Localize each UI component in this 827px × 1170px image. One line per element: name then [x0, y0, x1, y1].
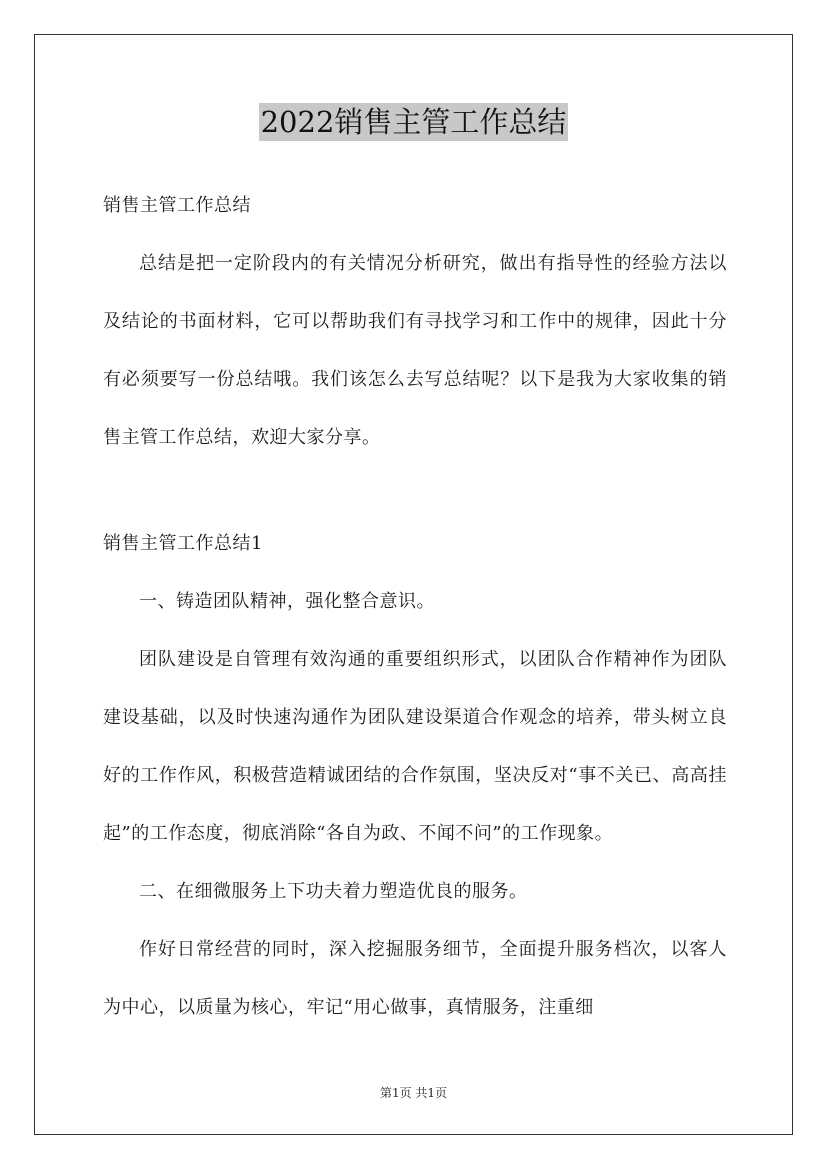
document-body	[103, 177, 727, 1037]
section-heading: 销售主管工作总结1	[103, 533, 263, 554]
page-footer: 第1页 共1页	[379, 1086, 448, 1100]
point-1-body: 团队建设是自管理有效沟通的重要组织形式，以团队合作精神作为团队建设基础，以及时快速沟通作为团队建设渠道合作观念的培养，带头树立良好的工作作风，积极营造精诚团结的合作氛围，坚决反对“事不关已、高高挂起”的工作态度，彻底消除“各自为政、不闻不问”的工作现象。	[103, 649, 727, 844]
title-container	[0, 103, 827, 141]
point-2-heading: 二、在细微服务上下功夫着力塑造优良的服务。	[139, 881, 528, 902]
document-title: 2022销售主管工作总结	[260, 105, 567, 139]
document-subtitle: 销售主管工作总结	[103, 195, 251, 216]
intro-paragraph: 总结是把一定阶段内的有关情况分析研究，做出有指导性的经验方法以及结论的书面材料，它可以帮助我们有寻找学习和工作中的规律，因此十分有必须要写一份总结哦。我们该怎么去写总结呢？以下是我为大家收集的销售主管工作总结，欢迎大家分享。	[103, 253, 727, 448]
paragraph-gap	[103, 467, 727, 515]
point-1-heading: 一、铸造团队精神，强化整合意识。	[139, 591, 435, 612]
point-2-body: 作好日常经营的同时，深入挖掘服务细节，全面提升服务档次，以客人为中心，以质量为核心，牢记“用心做事，真情服务，注重细	[103, 939, 727, 1018]
